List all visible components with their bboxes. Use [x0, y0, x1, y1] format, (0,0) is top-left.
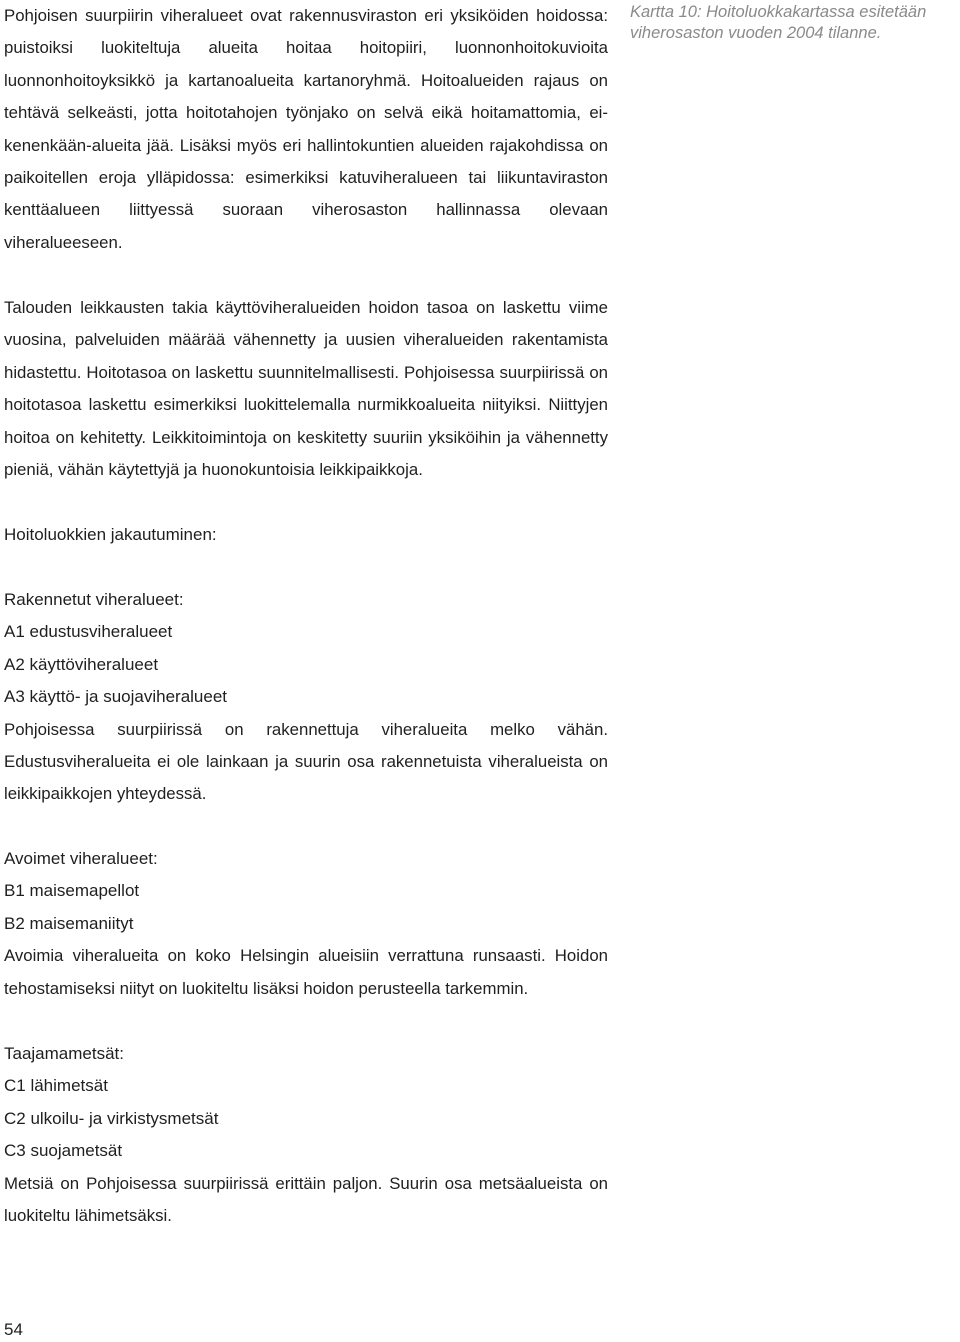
economy-paragraph: Talouden leikkausten takia käyttöviheralueiden hoidon tasoa on laskettu viime vuosina, palveluiden määrää vähennetty ja uusien viheralueiden rakentamista hidastettu. Hoitotasoa on laskettu suunnitelmallisesti. Pohjoisessa suurpiirissä on hoitotasoa laskettu esimerkiksi luokittelemalla nurmikkoalueita niityiksi. Niittyjen hoitoa on kehitetty. Leikkitoimintoja on keskitetty suuriin yksiköihin ja vähennetty pieniä, vähän käytettyjä ja huonokuntoisia leikkipaikkoja.: [4, 298, 608, 480]
built-heading: Rakennetut viheralueet:: [4, 590, 184, 609]
forest-paragraph: Metsiä on Pohjoisessa suurpiirissä erittäin paljon. Suurin osa metsäalueista on luokiteltu lähimetsäksi.: [4, 1173, 608, 1226]
forest-item-c3: C3 suojametsät: [4, 1141, 123, 1161]
open-item-b1: B1 maisemapellot: [4, 881, 140, 901]
forest-section: [4, 1038, 608, 1232]
intro-paragraph: Pohjoisen suurpiirin viheralueet ovat rakennusviraston eri yksiköiden hoidossa: puistoiksi luokiteltuja alueita hoitaa hoitopiiri, luonnonhoitokuvioita luonnonhoitoyksikkö ja kartanoalueita kartanoryhmä. Hoitoalueiden rajaus on tehtävä selkeästi, jotta hoitotahojen työnjako on selvä eikä hoitamattomia, ei-kenenkään-alueita jää. Lisäksi myös eri hallintokuntien alueiden rajakohdissa on paikoitellen eroja ylläpidossa: esimerkiksi katuviheralueen tai liikuntaviraston kenttäalueen liittyessä suoraan viherosaston hallinnassa olevaan viheralueeseen.: [4, 6, 608, 252]
built-section: [4, 584, 608, 811]
forest-heading: Taajamametsät:: [4, 1044, 124, 1063]
classes-heading: Hoitoluokkien jakautuminen:: [4, 525, 217, 544]
built-paragraph: Pohjoisessa suurpiirissä on rakennettuja viheralueita melko vähän. Edustusviheralueita ei ole lainkaan ja suurin osa rakennetuista viheralueista on leikkipaikkojen yhteydessä.: [4, 719, 608, 804]
forest-item-c1: C1 lähimetsät: [4, 1076, 108, 1096]
open-paragraph: Avoimia viheralueita on koko Helsingin alueisiin verrattuna runsaasti. Hoidon tehostamiseksi niityt on luokiteltu lisäksi hoidon perusteella tarkemmin.: [4, 946, 608, 998]
classes-heading-block: [4, 519, 608, 551]
forest-item-c2: C2 ulkoilu- ja virkistysmetsät: [4, 1108, 219, 1128]
built-item-a1: A1 edustusviheralueet: [4, 622, 173, 642]
open-section: [4, 843, 608, 1005]
page-number: 54: [4, 1320, 23, 1339]
open-item-b2: B2 maisemaniityt: [4, 913, 134, 933]
map-caption: Kartta 10: Hoitoluokkakartassa esitetään viherosaston vuoden 2004 tilanne.: [630, 3, 927, 42]
built-item-a3: A3 käyttö- ja suojaviheralueet: [4, 687, 228, 707]
open-heading: Avoimet viheralueet:: [4, 849, 158, 868]
built-item-a2: A2 käyttöviheralueet: [4, 654, 159, 674]
